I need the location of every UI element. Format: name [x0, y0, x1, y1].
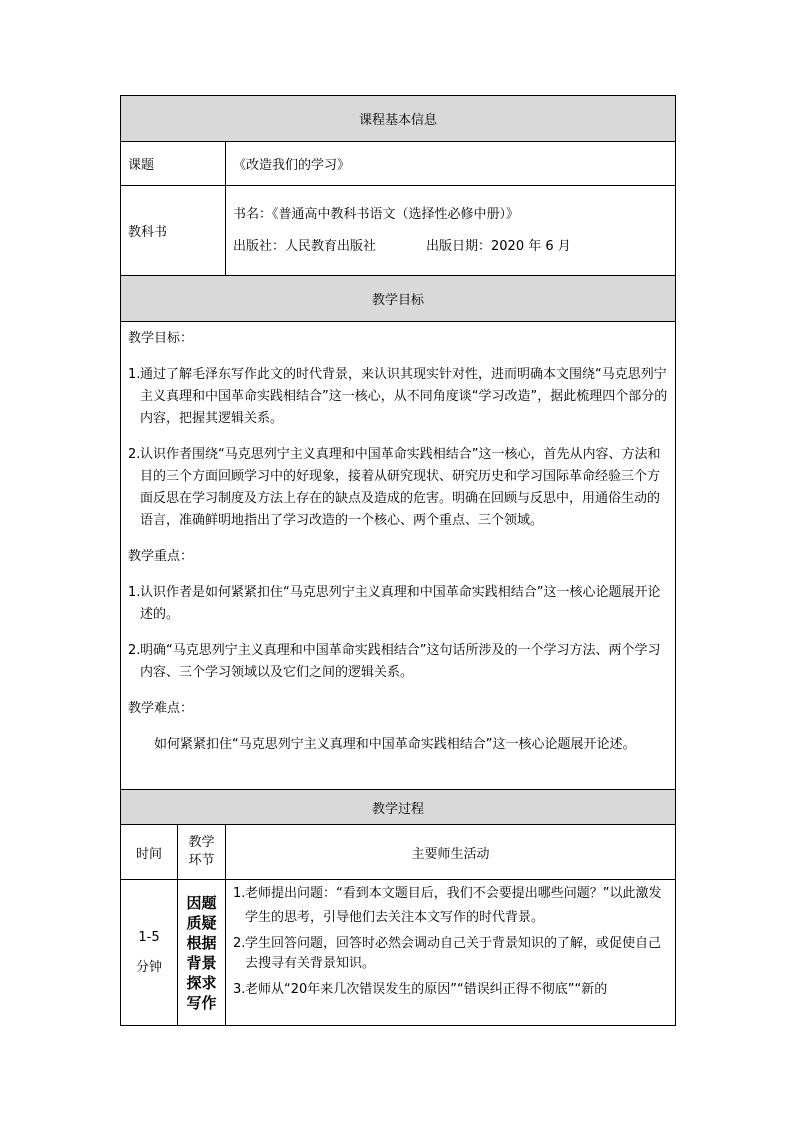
textbook-info	[226, 186, 676, 276]
col-time: 时间	[121, 825, 178, 880]
col-activity: 主要师生活动	[226, 825, 676, 880]
key-point-item: 2. 明确“马克思列宁主义真理和中国革命实践相结合”这句话所涉及的一个学习方法、两个学习内容、三个学习领域以及它们之间的逻辑关系。	[128, 643, 661, 680]
col-stage: 教学环节	[178, 825, 226, 880]
goals-title: 教学目标：	[128, 331, 194, 346]
goal-item: 2. 认识作者围绕“马克思列宁主义真理和中国革命实践相结合”这一核心，首先从内容、方法和目的三个方面回顾学习中的好现象，接着从研究现状、研究历史和学习国际革命经验三个方面反思在学习制度及方法上存在的缺点及造成的危害。明确在回顾与反思中，用通俗生动的语言，准确鲜明地指出了学习改造的一个核心、两个重点、三个领域。	[128, 447, 661, 528]
publisher: 出版社：人民教育出版社	[233, 238, 377, 254]
difficulty-title: 教学难点：	[128, 701, 194, 716]
activity-item: 2. 学生回答问题，回答时必然会调动自己关于背景知识的了解，或促使自己去搜寻有关背景知识。	[233, 936, 662, 971]
key-point-item: 1. 认识作者是如何紧紧扣住“马克思列宁主义真理和中国革命实践相结合”这一核心论题展开论述的。	[128, 585, 661, 622]
info-header: 课程基本信息	[121, 96, 676, 142]
publisher-row	[233, 232, 675, 262]
book-name: 书名：《普通高中教科书语文（选择性必修中册）》	[233, 206, 520, 222]
publish-date: 出版日期：2020 年 6 月	[426, 238, 571, 254]
goals-section	[121, 322, 676, 790]
topic-value: 《改造我们的学习》	[226, 142, 676, 186]
row-time: 1-5 分钟	[121, 880, 178, 1026]
goals-header: 教学目标	[121, 276, 676, 322]
goal-item: 1. 通过了解毛泽东写作此文的时代背景，来认识其现实针对性，进而明确本文围绕“马克思列宁主义真理和中国革命实践相结合”这一核心，从不同角度谈“学习改造”，据此梳理四个部分的内容，把握其逻辑关系。	[128, 367, 668, 426]
topic-label: 课题	[121, 142, 226, 186]
key-points-title: 教学重点：	[128, 549, 194, 564]
row-stage: 因题质疑根据背景探求写作	[178, 880, 226, 1026]
difficulty-text: 如何紧紧扣住“马克思列宁主义真理和中国革命实践相结合”这一核心论题展开论述。	[154, 737, 636, 752]
textbook-label: 教科书	[121, 186, 226, 276]
row-activity	[226, 880, 676, 1026]
lesson-plan	[120, 95, 675, 1026]
lesson-table	[120, 95, 676, 1026]
activity-item: 1. 老师提出问题：“看到本文题目后，我们不会要提出哪些问题？”以此激发学生的思考，引导他们去关注本文写作的时代背景。	[233, 886, 662, 925]
process-header: 教学过程	[121, 790, 676, 825]
activity-item: 3. 老师从“20年来几次错误发生的原因”“错误纠正得不彻底”“新的	[233, 982, 608, 997]
